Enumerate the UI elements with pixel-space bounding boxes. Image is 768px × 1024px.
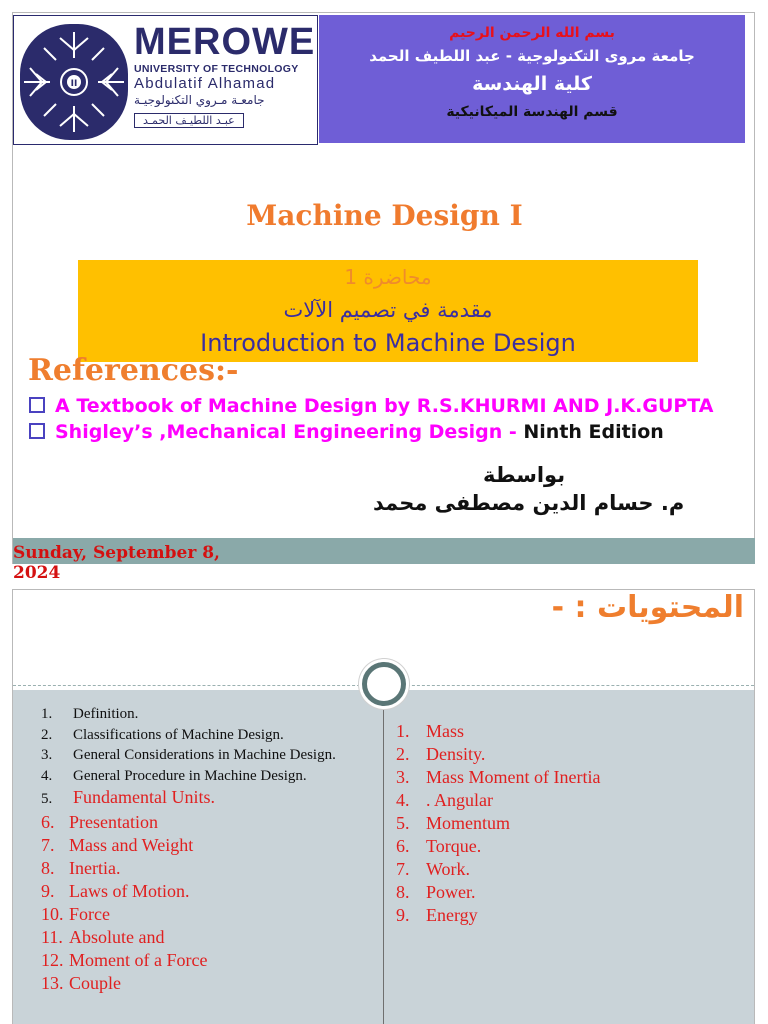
contents-item-number: 1. xyxy=(41,706,53,722)
faculty-name: كلية الهندسة xyxy=(472,73,592,95)
university-name-block xyxy=(134,22,314,128)
contents-list-right xyxy=(396,720,600,927)
contents-item-number: 4. xyxy=(396,790,410,810)
contents-list-left xyxy=(41,704,336,995)
contents-item xyxy=(396,858,600,881)
contents-item-number: 5. xyxy=(41,791,53,807)
contents-item-text: Density. xyxy=(426,744,486,764)
contents-item xyxy=(396,720,600,743)
reference-item xyxy=(27,419,752,445)
contents-item xyxy=(41,880,336,903)
contents-item-number: 12. xyxy=(41,950,64,970)
contents-item xyxy=(41,949,336,972)
references-heading: References:- xyxy=(28,353,239,388)
contents-item-number: 11. xyxy=(41,927,63,947)
contents-item xyxy=(41,704,336,725)
contents-item-number: 4. xyxy=(41,767,53,784)
contents-item xyxy=(41,811,336,834)
contents-item-text: Moment of a Force xyxy=(69,950,208,970)
contents-item xyxy=(41,786,336,811)
contents-item xyxy=(396,812,600,835)
contents-item-number: 7. xyxy=(41,835,55,855)
contents-item-text: Absolute and xyxy=(69,927,165,947)
author-name: م. حسام الدين مصطفى محمد xyxy=(373,491,685,515)
contents-item xyxy=(41,834,336,857)
arabic-university-name: جامعة مروى التكنولوجية - عبد اللطيف الحمد xyxy=(369,47,695,65)
contents-item-number: 7. xyxy=(396,859,410,879)
university-founder: Abdulatif Alhamad xyxy=(134,75,276,92)
contents-item-text: Definition. xyxy=(73,706,139,722)
contents-item xyxy=(396,766,600,789)
contents-item-number: 2. xyxy=(41,726,53,743)
contents-item xyxy=(41,725,336,746)
university-subtitle: UNIVERSITY OF TECHNOLOGY xyxy=(134,63,299,75)
contents-item-text: Force xyxy=(69,904,110,924)
lecture-english-subtitle: Introduction to Machine Design xyxy=(200,329,576,357)
contents-item xyxy=(41,857,336,880)
contents-item-number: 5. xyxy=(396,813,410,833)
references-list xyxy=(27,393,752,445)
contents-item-number: 6. xyxy=(41,812,55,832)
contents-item-text: General Considerations in Machine Design. xyxy=(73,747,336,763)
contents-item xyxy=(41,766,336,787)
contents-item xyxy=(41,903,336,926)
contents-item-text: . Angular xyxy=(426,790,493,810)
contents-item xyxy=(396,881,600,904)
university-arabic-founder: عبـد اللطيـف الحمـد xyxy=(134,113,244,128)
contents-item-number: 1. xyxy=(396,721,410,741)
contents-item xyxy=(396,789,600,812)
contents-item-number: 9. xyxy=(41,881,55,901)
column-divider xyxy=(383,690,384,1024)
slide-date: Sunday, September 8, 2024 xyxy=(13,543,220,583)
title-slide xyxy=(12,12,755,583)
lecture-number: محاضرة 1 xyxy=(344,265,432,289)
contents-item-text: Work. xyxy=(426,859,471,879)
lecture-banner xyxy=(78,260,698,362)
contents-item-number: 8. xyxy=(41,858,55,878)
basmala: بسم الله الرحمن الرحيم xyxy=(449,25,615,41)
contents-item-number: 3. xyxy=(396,767,410,787)
contents-item-text: General Procedure in Machine Design. xyxy=(73,767,307,784)
reference-edition: Ninth Edition xyxy=(523,421,664,443)
contents-item xyxy=(41,745,336,766)
svg-text:II: II xyxy=(70,79,78,89)
contents-item-text: Energy xyxy=(426,905,478,925)
contents-item-text: Classifications of Machine Design. xyxy=(73,726,284,743)
checkbox-bullet-icon xyxy=(29,397,45,413)
contents-item-text: Mass Moment of Inertia xyxy=(426,767,601,787)
contents-item-number: 6. xyxy=(396,836,410,856)
lecture-arabic-subtitle: مقدمة في تصميم الآلات xyxy=(283,298,493,322)
contents-item xyxy=(41,972,336,995)
contents-item-text: Mass xyxy=(426,721,465,741)
course-title: Machine Design I xyxy=(246,199,523,232)
contents-item-number: 2. xyxy=(396,744,410,764)
contents-item-text: Laws of Motion. xyxy=(69,881,190,901)
contents-item xyxy=(396,904,600,927)
contents-item-number: 3. xyxy=(41,747,53,763)
contents-item-text: Torque. xyxy=(426,836,482,856)
contents-item xyxy=(41,926,336,949)
reference-text: A Textbook of Machine Design by R.S.KHURMI AND J.K.GUPTA xyxy=(55,395,714,417)
contents-item-number: 13. xyxy=(41,973,64,993)
contents-item xyxy=(396,835,600,858)
contents-item-number: 10. xyxy=(41,904,64,924)
arabic-header-banner xyxy=(319,15,745,143)
contents-item-text: Presentation xyxy=(69,812,158,832)
university-logo xyxy=(13,15,318,145)
contents-item-number: 9. xyxy=(396,905,410,925)
university-emblem-icon xyxy=(20,24,128,140)
reference-item xyxy=(27,393,752,419)
checkbox-bullet-icon xyxy=(29,423,45,439)
contents-item xyxy=(396,743,600,766)
university-title: MEROWE xyxy=(134,21,316,63)
contents-item-text: Fundamental Units. xyxy=(73,787,215,807)
contents-item-text: Mass and Weight xyxy=(69,835,194,855)
contents-item-text: Inertia. xyxy=(69,858,121,878)
ring-ornament-icon xyxy=(362,662,406,706)
contents-item-text: Momentum xyxy=(426,813,510,833)
contents-item-text: Couple xyxy=(69,973,121,993)
presented-by-label: بواسطة xyxy=(483,463,566,487)
contents-slide xyxy=(12,589,755,1024)
department-name: قسم الهندسة الميكانيكية xyxy=(446,104,618,120)
contents-item-number: 8. xyxy=(396,882,410,902)
reference-text: Shigley’s ,Mechanical Engineering Design - xyxy=(55,421,524,443)
contents-title: المحتويات : - xyxy=(551,590,744,625)
university-arabic-name: جامعـة مـروي التكنولوجيـة xyxy=(134,93,265,107)
contents-item-text: Power. xyxy=(426,882,476,902)
